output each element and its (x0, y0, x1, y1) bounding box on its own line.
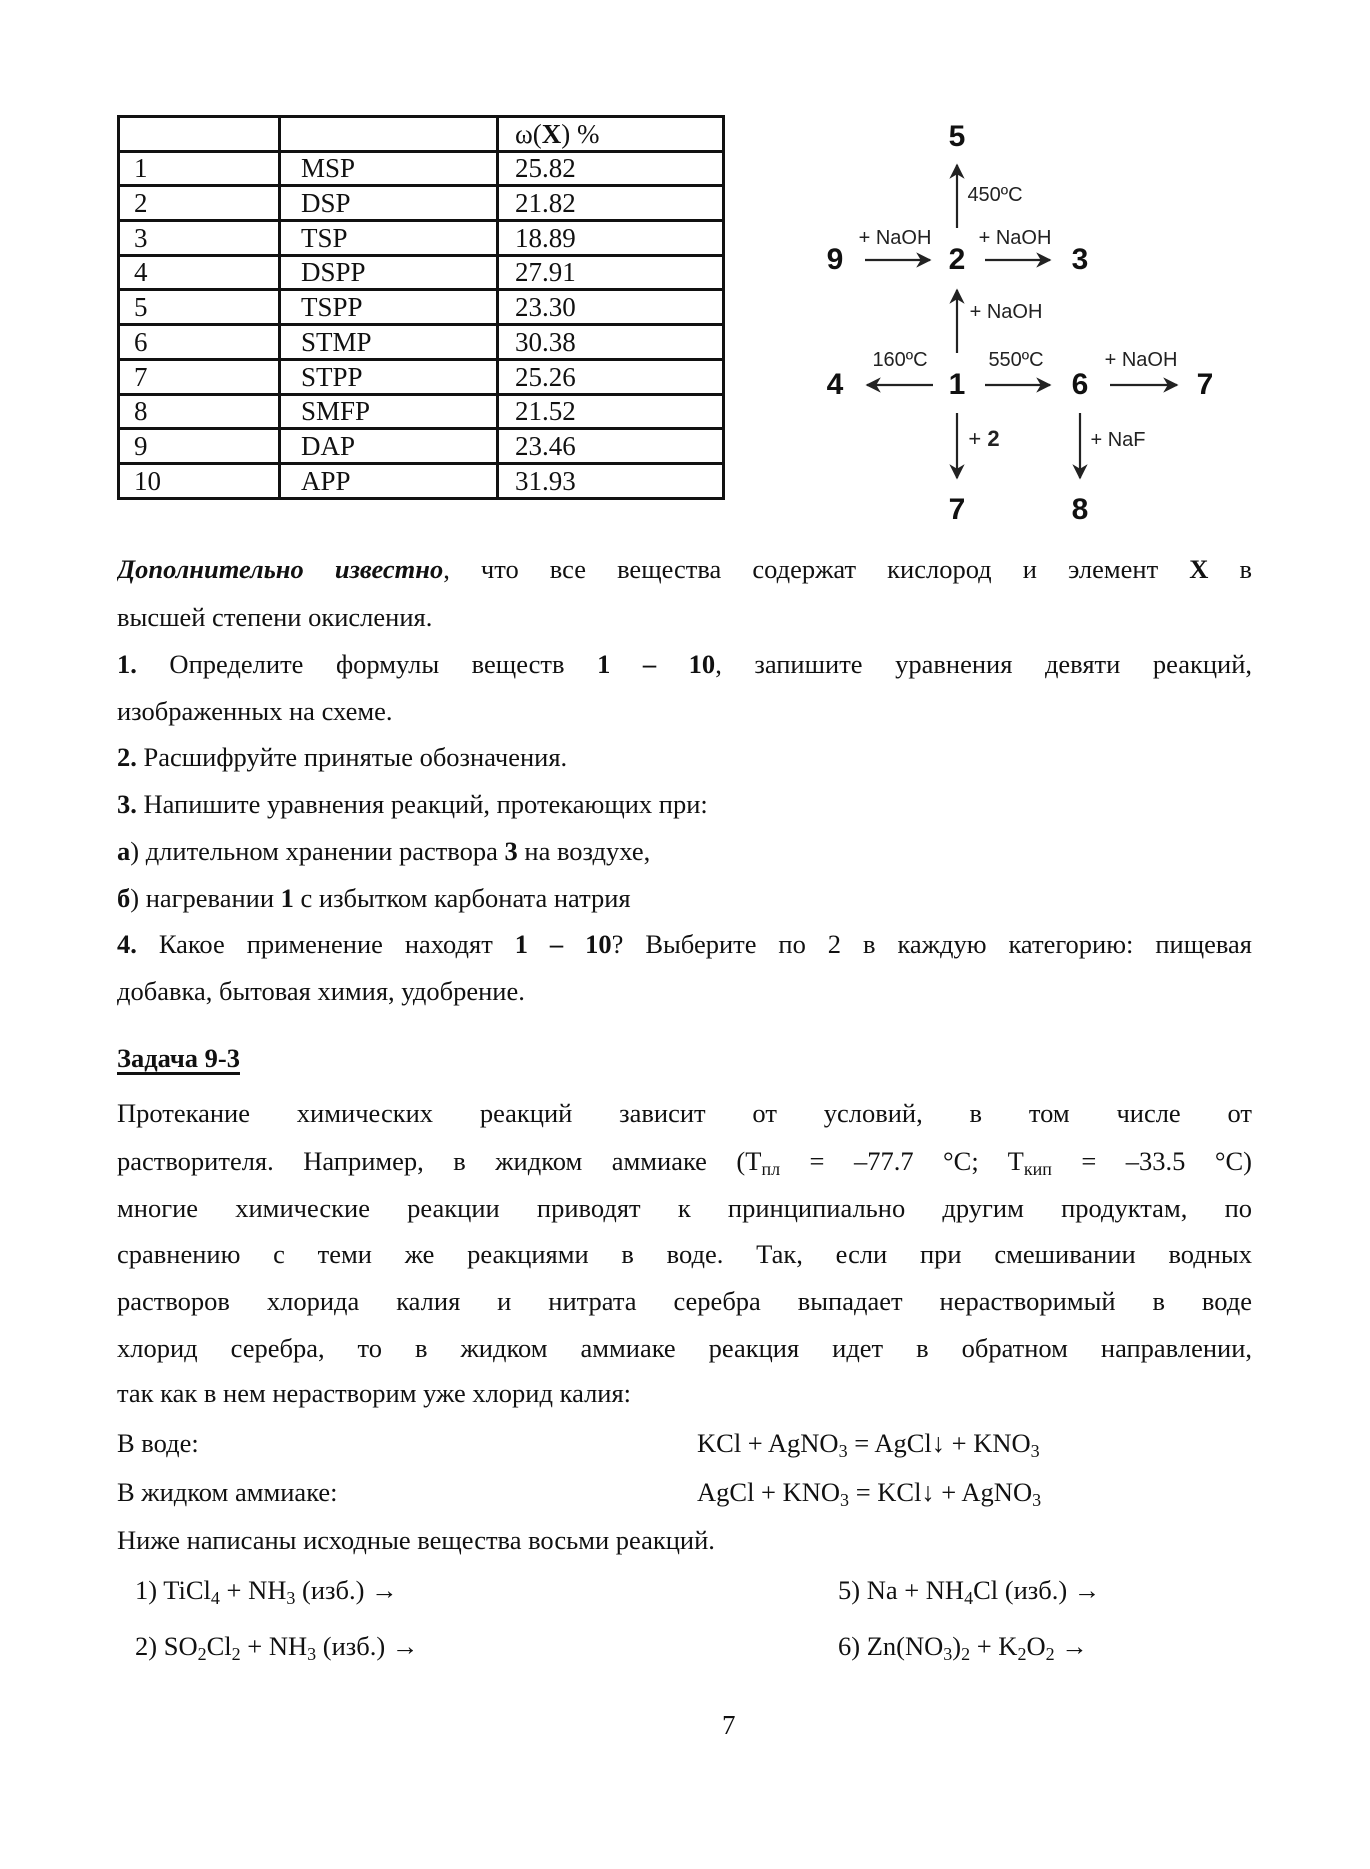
task-para-line1: Протекание химических реакций зависит от условий, в том числе от (117, 1098, 1252, 1128)
scheme-label-naoh-2-3: + NaOH (978, 227, 1052, 249)
equation-water-row (117, 1427, 1252, 1462)
equation-water: KCl + AgNO$_3$ = AgCl↓ + $KNO_3$ (697, 1428, 1040, 1462)
scheme-label-naoh-1-2: + NaOH (969, 301, 1043, 323)
scheme-label-550c: 550ºC (988, 349, 1044, 371)
scheme-node-3: 3 (1071, 243, 1089, 276)
reactions-row-2 (135, 1630, 1270, 1665)
reaction-5: 5) $Na + NH_4Cl$ (изб.) → (838, 1575, 1101, 1609)
scheme-node-4: 4 (826, 368, 844, 401)
scheme-label-450c: 450ºC (967, 184, 1023, 206)
scheme-label-naoh-9-2: + NaOH (858, 227, 932, 249)
task-para-line2: растворителя. Например, в жидком аммиаке ($T_{пл} = -77.7$ °C; $T_{кип} = -33.5$ °C) (117, 1146, 1252, 1177)
scheme-label-naf: + NaF (1090, 429, 1146, 451)
table-row: 8 SMFP 21.52 (119, 394, 724, 429)
equation-ammonia-label: В жидком аммиаке: (117, 1477, 338, 1507)
question-4-line2: добавка, бытовая химия, удобрение. (117, 976, 525, 1006)
task-para-line4: сравнению с теми же реакциями в воде. Так, если при смешивании водных (117, 1239, 1252, 1269)
table-row: 1 MSP 25.82 (119, 151, 724, 186)
reactions-row-1 (135, 1574, 1270, 1609)
question-1-line2: изображенных на схеме. (117, 696, 393, 726)
scheme-node-9: 9 (826, 243, 844, 276)
question-2: 2. Расшифруйте принятые обозначения. (117, 742, 568, 772)
question-3a: а) длительном хранении раствора 3 на воздухе, (117, 836, 651, 866)
reactions-intro: Ниже написаны исходные вещества восьми реакций. (117, 1525, 715, 1555)
page-number: 7 (722, 1710, 736, 1740)
reaction-2: 2) $SO_2Cl_2 + NH_3$ (изб.) → (135, 1631, 419, 1665)
reaction-1: 1) TiCl$_4$ + $NH_3$ (изб.) → (135, 1575, 398, 1609)
scheme-node-7-right: 7 (1196, 368, 1214, 401)
equation-ammonia: AgCl + $KNO_3$ = KCl↓ + AgNO$_3$ (697, 1477, 1042, 1511)
text-known-line1: Дополнительно известно, что все вещества содержат кислород и элемент X в (117, 554, 1252, 584)
table-row: 9 DAP 23.46 (119, 429, 724, 464)
equation-ammonia-row (117, 1476, 1252, 1511)
task-para-line3: многие химические реакции приводят к принципиально другим продуктам, по (117, 1193, 1252, 1223)
task-heading: Задача 9-3 (117, 1043, 240, 1073)
reaction-6: 6) $Zn(NO_3)_2 + K_2O_2$ → (838, 1631, 1088, 1665)
scheme-node-7-bottom: 7 (948, 493, 966, 526)
question-4-line1: 4. Какое применение находят 1 – 10? Выберите по 2 в каждую категорию: пищевая (117, 929, 1252, 959)
scheme-label-plus-2: + 2 (968, 426, 1000, 451)
question-3b: б) нагревании 1 с избытком карбоната натрия (117, 883, 631, 913)
table-row: 5 TSPP 23.30 (119, 290, 724, 325)
table-row: 7 STPP 25.26 (119, 359, 724, 394)
scheme-node-1: 1 (948, 368, 966, 401)
equation-water-label: В воде: (117, 1428, 199, 1458)
table-row: 3 TSP 18.89 (119, 221, 724, 256)
table-header-omega: ω(X) % (498, 117, 724, 152)
scheme-label-naoh-6-7: + NaOH (1104, 349, 1178, 371)
task-para-line6: хлорид серебра, то в жидком аммиаке реакция идет в обратном направлении, (117, 1333, 1252, 1363)
table-row: 6 STMP 30.38 (119, 325, 724, 360)
question-3: 3. Напишите уравнения реакций, протекающих при: (117, 789, 708, 819)
scheme-node-8: 8 (1071, 493, 1089, 526)
scheme-node-2: 2 (948, 243, 966, 276)
task-para-line7: так как в нем нерастворим уже хлорид калия: (117, 1378, 632, 1408)
scheme-arrows (0, 0, 1370, 600)
question-1-line1: 1. Определите формулы веществ 1 – 10, запишите уравнения девяти реакций, (117, 649, 1252, 679)
table-row: 2 DSP 21.82 (119, 186, 724, 221)
scheme-node-5: 5 (948, 120, 966, 153)
table-row: 10 APP 31.93 (119, 463, 724, 498)
scheme-node-6: 6 (1071, 368, 1089, 401)
scheme-label-160c: 160ºC (872, 349, 928, 371)
text-known-line2: высшей степени окисления. (117, 602, 433, 632)
table-row: 4 DSPP 27.91 (119, 255, 724, 290)
task-para-line5: растворов хлорида калия и нитрата серебра выпадает нерастворимый в воде (117, 1286, 1252, 1316)
